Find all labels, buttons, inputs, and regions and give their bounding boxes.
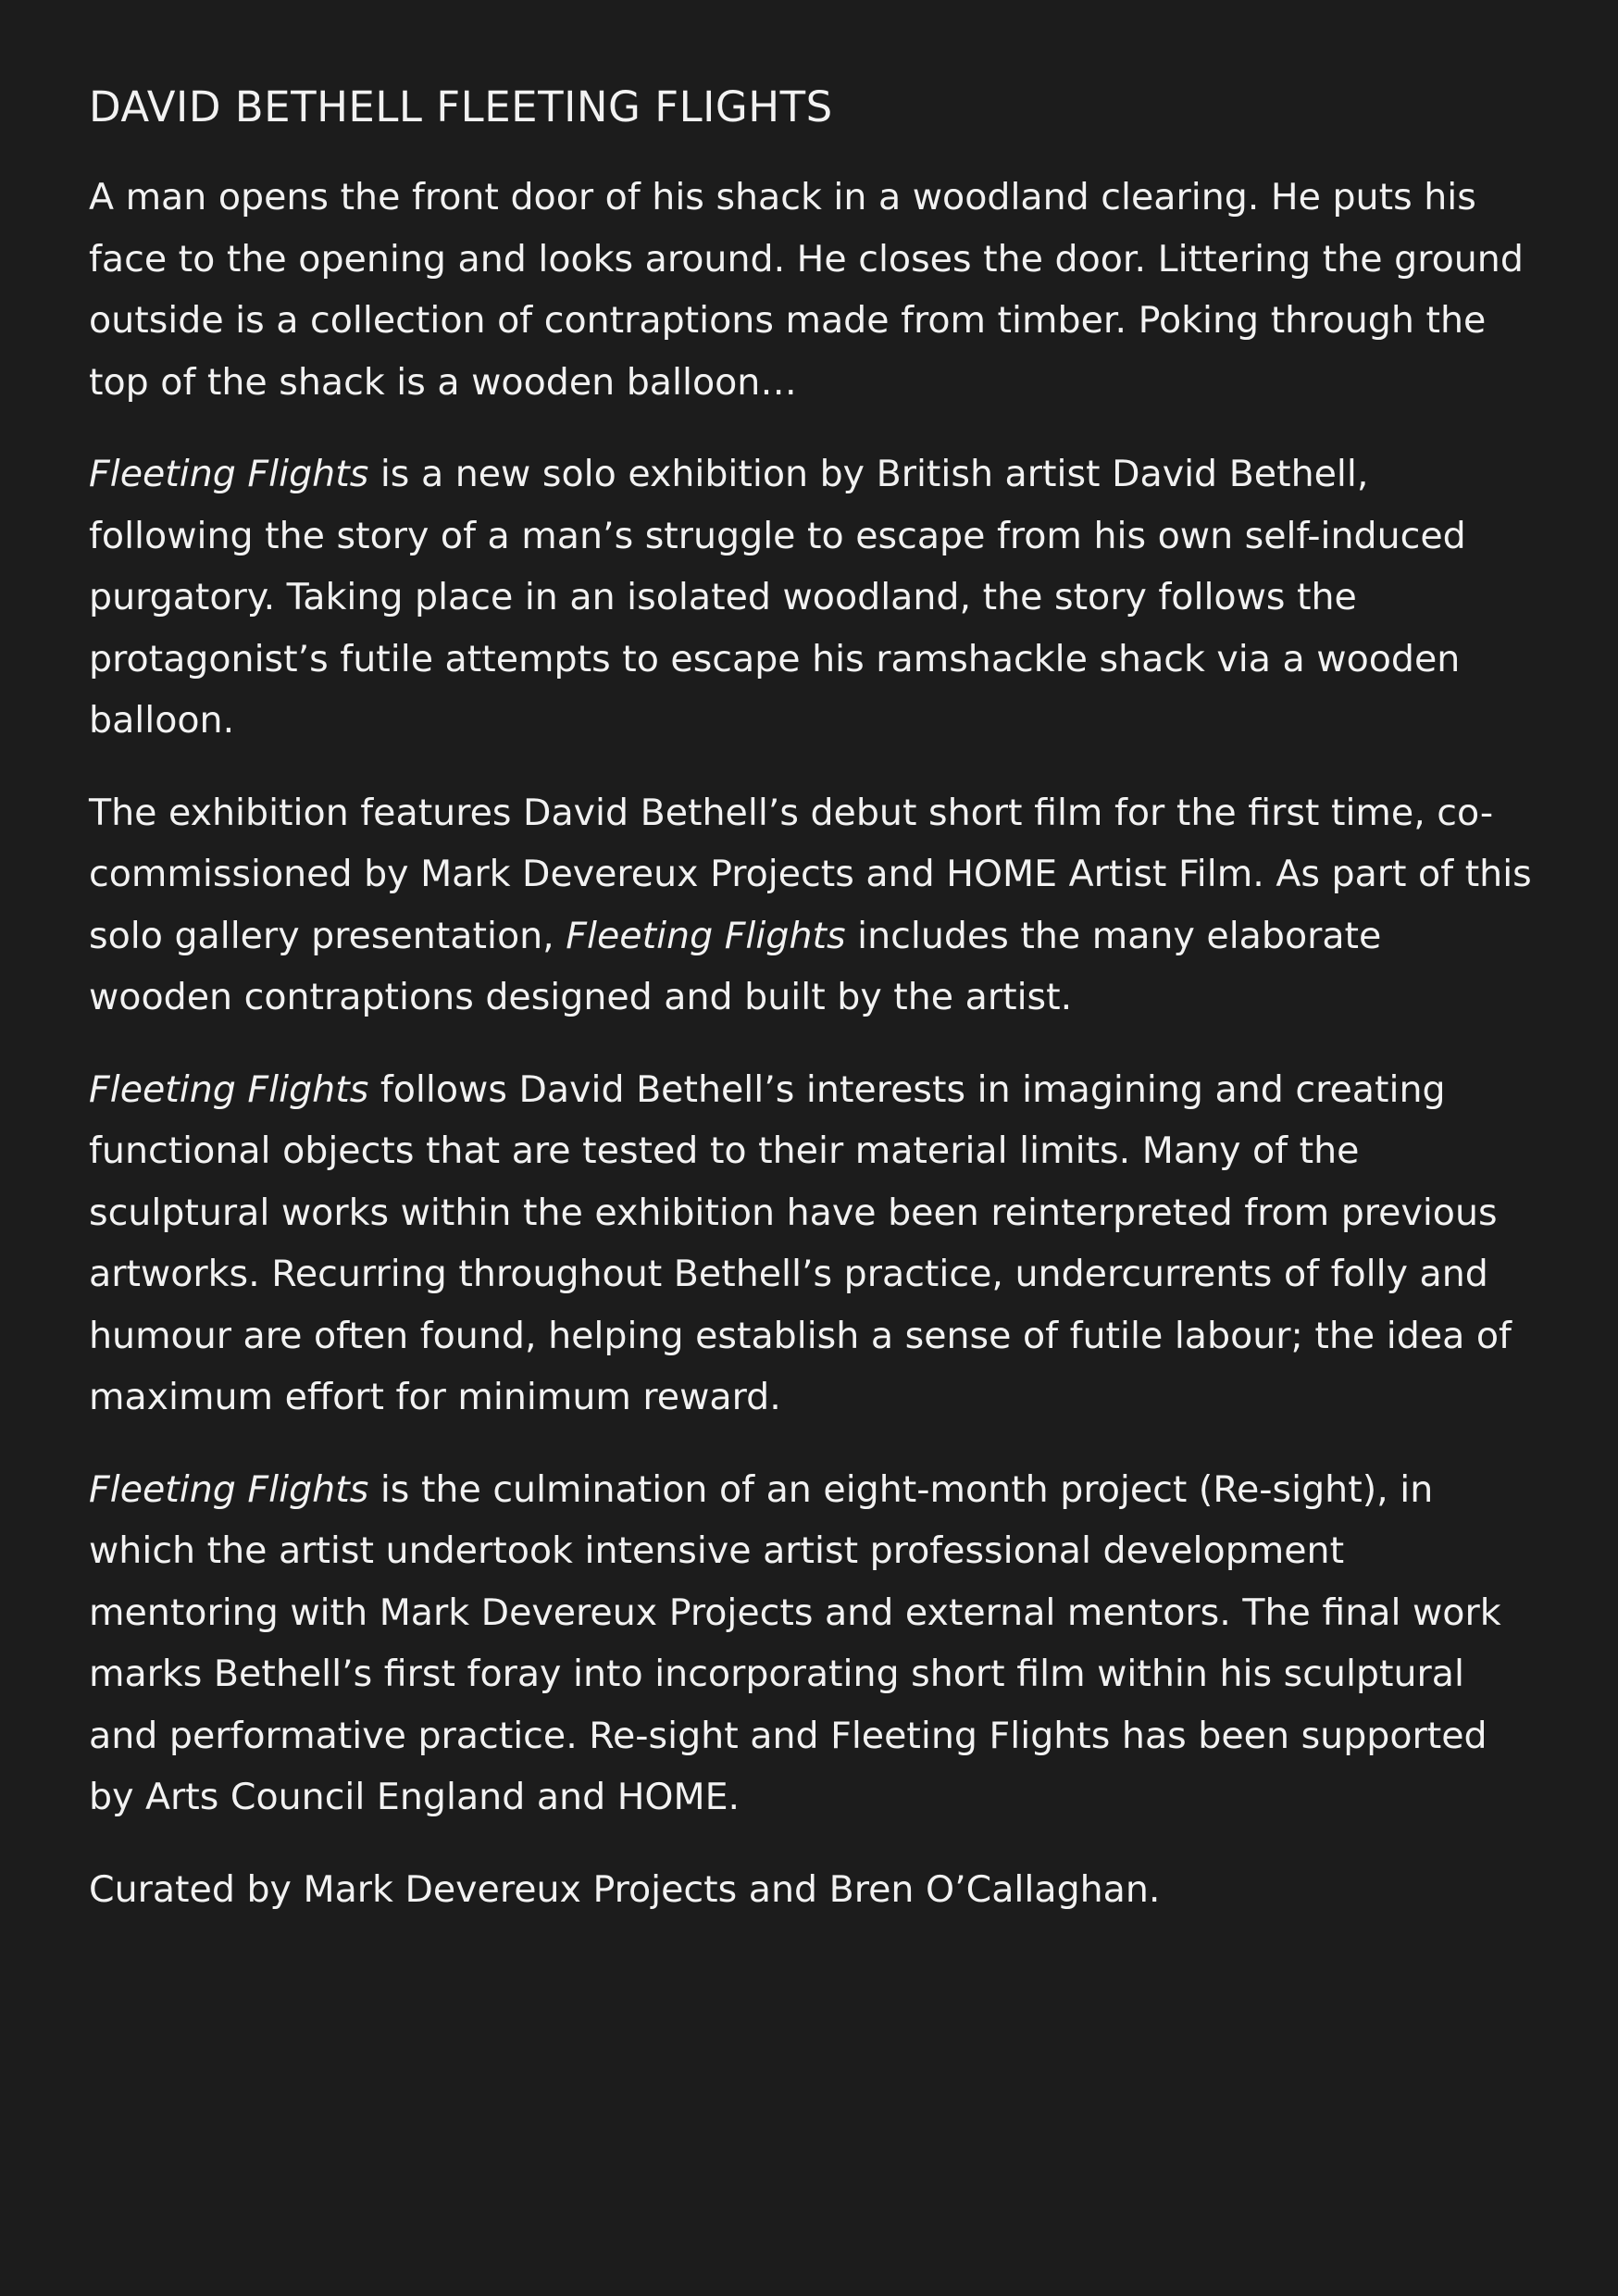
paragraph-film	[89, 782, 1533, 1029]
paragraph-interests	[89, 1059, 1533, 1429]
summary-text: is a new solo exhibition by British artist David Bethell, following the story of a man’s struggle to escape from his own self-induced purgatory. Taking place in an isolated woodland, the story follows the protagonist’s futile attempts to escape his ramshackle shack via a wooden balloon.	[89, 453, 1466, 742]
exhibition-title-italic: Fleeting Flights	[566, 914, 846, 957]
exhibition-title-italic: Fleeting Flights	[89, 1467, 369, 1511]
paragraph-project	[89, 1459, 1533, 1828]
document-title: DAVID BETHELL FLEETING FLIGHTS	[89, 82, 833, 131]
curators-text: Curated by Mark Devereux Projects and Bren O’Callaghan.	[89, 1867, 1161, 1911]
paragraph-exhibition-summary	[89, 443, 1533, 752]
film-text-end: includes the many elaborate wooden contraptions designed and built by the artist.	[89, 914, 1382, 1018]
interests-text: follows David Bethell’s interests in imagining and creating functional objects that are tested to their material limits. Many of the sculptural works within the exhibition have been reinterpreted from previous artworks. Recurring throughout Bethell’s practice, undercurrents of folly and humour are often found, helping establish a sense of futile labour; the idea of maximum effort for minimum reward.	[89, 1067, 1512, 1418]
document-page	[89, 78, 1533, 1951]
project-text: is the culmination of an eight-month project (Re-sight), in which the artist undertook intensive artist professional development mentoring with Mark Devereux Projects and external mentors. The final work marks Bethell’s first foray into incorporating short film within his sculptural and performative practice. Re-sight and Fleeting Flights has been supported by Arts Council England and HOME.	[89, 1467, 1501, 1818]
paragraph-curators	[89, 1859, 1533, 1921]
paragraph-intro	[89, 167, 1533, 413]
exhibition-title-italic: Fleeting Flights	[89, 1067, 369, 1111]
intro-text: A man opens the front door of his shack in a woodland clearing. He puts his face to the opening and looks around. He closes the door. Littering the ground outside is a collection of contraptions made from timber. Poking through the top of the shack is a wooden balloon…	[89, 176, 1524, 404]
film-text-start: The exhibition features David Bethell’s debut short film for the first time, co-commissioned by Mark Devereux Projects and HOME Artist Film. As part of this solo gallery presentation,	[89, 791, 1532, 957]
exhibition-title-italic: Fleeting Flights	[89, 453, 369, 495]
